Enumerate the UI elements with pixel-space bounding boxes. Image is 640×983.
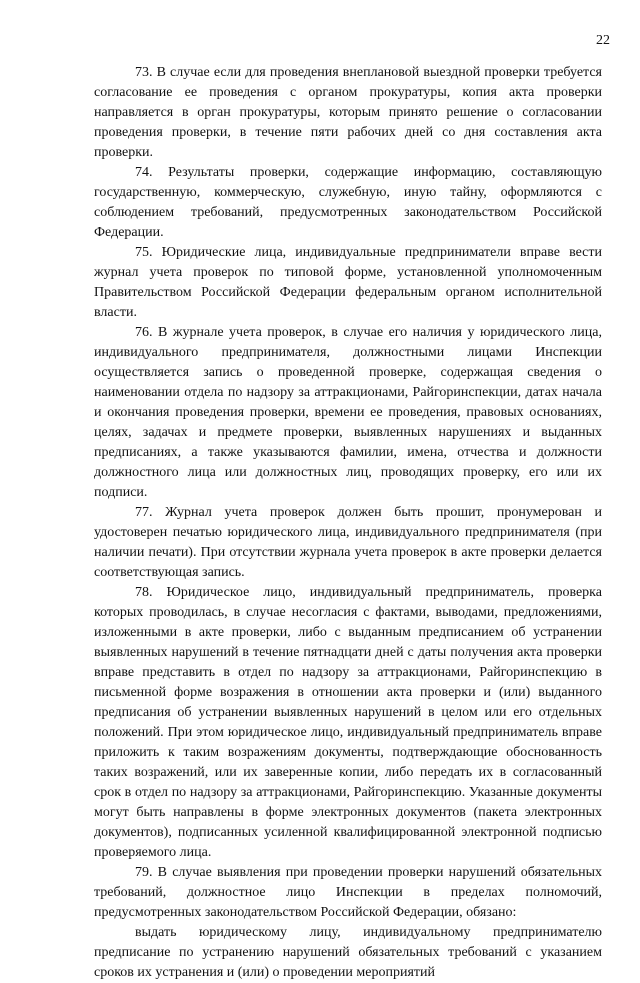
document-body [94, 63, 602, 983]
page-number: 22 [596, 33, 610, 48]
paragraph-74: 74. Результаты проверки, содержащие информацию, составляющую государственную, коммерческую, служебную, иную тайну, оформляются с соблюдением требований, предусмотренных законодательством Российской Федерации. [94, 165, 602, 240]
paragraph-76: 76. В журнале учета проверок, в случае его наличия у юридического лица, индивидуального предпринимателя, должностными лицами Инспекции осуществляется запись о проведенной проверке, содержащая сведения о наименовании отдела по надзору за аттракционами, Райгоринспекции, датах начала и окончания проведения проверки, времени ее проведения, правовых основаниях, целях, задачах и предмете проверки, выявленных нарушениях и выданных предписаниях, а также указываются фамилии, имена, отчества и должности должностного лица или должностных лиц, проводящих проверку, его или их подписи. [94, 325, 602, 500]
paragraph-79-item: выдать юридическому лицу, индивидуальному предпринимателю предписание по устранению нарушений обязательных требований с указанием сроков их устранения и (или) о проведении мероприятий [94, 925, 602, 980]
paragraph-73: 73. В случае если для проведения внеплановой выездной проверки требуется согласование ее проведения с органом прокуратуры, копия акта проверки направляется в орган прокуратуры, которым принято решение о согласовании проведения проверки, в течение пяти рабочих дней со дня составления акта проверки. [94, 65, 602, 160]
paragraph-79: 79. В случае выявления при проведении проверки нарушений обязательных требований, должностное лицо Инспекции в пределах полномочий, предусмотренных законодательством Российской Федерации, обязано: [94, 865, 602, 920]
paragraph-78: 78. Юридическое лицо, индивидуальный предприниматель, проверка которых проводилась, в случае несогласия с фактами, выводами, предложениями, изложенными в акте проверки, либо с выданным предписанием об устранении выявленных нарушений в течение пятнадцати дней с даты получения акта проверки вправе представить в отдел по надзору за аттракционами, Райгоринспекцию в письменной форме возражения в отношении акта проверки и (или) выданного предписания об устранении выявленных нарушений в целом или его отдельных положений. При этом юридическое лицо, индивидуальный предприниматель вправе приложить к таким возражениям документы, подтверждающие обоснованность таких возражений, или их заверенные копии, либо передать их в согласованный срок в отдел по надзору за аттракционами, Райгоринспекцию. Указанные документы могут быть направлены в форме электронных документов (пакета электронных документов), подписанных усиленной квалифицированной электронной подписью проверяемого лица. [94, 585, 602, 860]
paragraph-77: 77. Журнал учета проверок должен быть прошит, пронумерован и удостоверен печатью юридического лица, индивидуального предпринимателя (при наличии печати). При отсутствии журнала учета проверок в акте проверки делается соответствующая запись. [94, 505, 602, 580]
paragraph-75: 75. Юридические лица, индивидуальные предприниматели вправе вести журнал учета проверок по типовой форме, установленной уполномоченным Правительством Российской Федерации федеральным органом исполнительной власти. [94, 245, 602, 320]
